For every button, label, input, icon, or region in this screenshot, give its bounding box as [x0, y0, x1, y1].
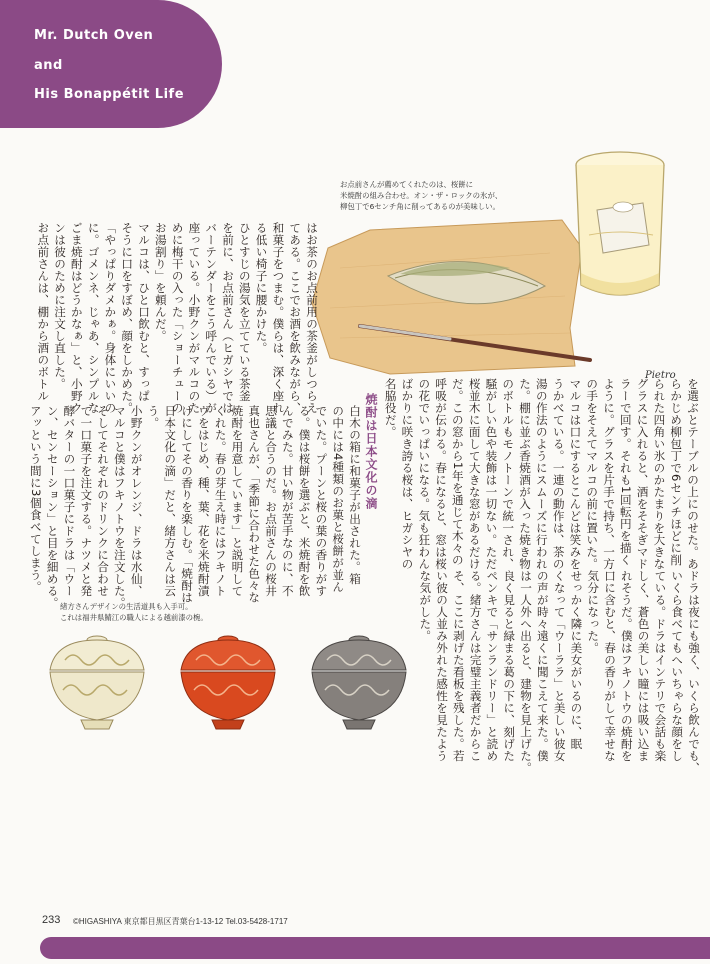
text-line: お湯割り」を頼んだ。 [153, 222, 168, 342]
series-title-line-2: and [34, 58, 63, 73]
text-line: う。 [146, 405, 161, 429]
text-line: ンは彼のために注文し直した。 [53, 222, 68, 390]
text-line: てある。ここでお酒を飲みながら、 [288, 222, 303, 414]
text-line: 「やっぱりダメかぁ。身体にいいの [103, 222, 118, 414]
illustration-caption-line-3: 柳包丁で6センチ角に削ってあるのが美味しい。 [340, 202, 500, 211]
text-line: ごま焼酎はどうかなぁ」と、小野ク [69, 222, 84, 414]
text-line: る低い椅子に腰かけた。 [254, 222, 269, 354]
text-line: けにしてその香りを楽しむ。「焼酎は [180, 405, 195, 604]
text-line: マルコは、ひと口飲むと、すっぱ [137, 222, 152, 402]
text-line: て一口菓子を注文する。ナツメと発 [79, 405, 94, 597]
article-text-left [30, 222, 320, 414]
text-line: んでみた。甘い物が苦手なのに、不 [280, 405, 295, 597]
text-line: 口に含むと、春の香りがして幸せな [603, 570, 618, 762]
page-number: 233 [42, 914, 61, 926]
text-line: ばかりに咲き誇る桜は、ヒガシヤの [400, 378, 415, 570]
text-line: そ、ここに剥げた看板を残した。若 [451, 570, 466, 762]
text-line: られた四角い氷のかたまりを大きな [652, 378, 667, 570]
text-line: る。緒方さんは完璧主義者だからこ [468, 570, 483, 762]
text-line: ラーで回す。それも1回転円を描く [618, 378, 633, 566]
text-line: そしてそれぞれのドリンクに合わせ [96, 405, 111, 597]
text-line: 良く見ると緑まる葛の下に、刻げた [502, 570, 517, 762]
text-line: ペンキで「サンランドリー」と読め [485, 570, 500, 762]
cream-bowl [50, 636, 144, 729]
text-line: のボトルもモノトーンで統一され、 [501, 378, 516, 570]
text-line: 騒がしい色や装飾は一切ない。ただ [484, 378, 499, 570]
text-line: バーテンダーをこう呼んでいる）が [204, 222, 219, 414]
text-line: の中には4種類のお菓と桜餅が並ん [331, 405, 346, 593]
text-line: な気がした。 [418, 570, 433, 642]
text-line: マルコと僕はフキノトウを注文した。 [112, 405, 127, 609]
lacquer-bowls-illustration [45, 625, 415, 735]
text-line: うかべている。一連の動作は、茶の [551, 378, 566, 570]
text-line: の声が時々遠くに聞こえて来た。僕 [535, 570, 550, 762]
text-line: の花でいっぱいになる。気も狂わん [417, 378, 432, 570]
text-line: アッという間に3個食べてしまう。 [28, 405, 43, 593]
text-line: らかじめ柳包丁で6センチほどに削 [669, 378, 684, 566]
text-line: ている。ドラはインテリで会話も楽 [653, 570, 668, 762]
article-text-lower-right [415, 570, 702, 800]
text-line: 焼酎を用意しています」と説明して [230, 405, 245, 597]
text-line: でいた。プーンと桜の葉の香りがす [314, 405, 329, 597]
text-line: いくら食べてもへいちゃらな顔をし [670, 570, 685, 762]
text-line: そうに口をすぼめ、顔をしかめた。 [120, 222, 135, 414]
text-line: ウをはじめ、種、葉、花を米焼酎漬 [196, 405, 211, 597]
text-line: 日本文化の滴」だと、緒方さんは云 [163, 405, 178, 597]
text-line: くなって「ウーララ」と美しい彼女 [552, 570, 567, 762]
text-line: 和菓子をつまむ。僕らは、深く座れ [271, 222, 286, 414]
text-line: に。ゴメンネ、じゃあ、シンプルな [86, 222, 101, 414]
text-line: マルコは口にするとこんどは笑みを [568, 378, 583, 570]
text-line: 桜並木に面して大きな窓があるだけ [467, 378, 482, 570]
illustration-caption-line-1: お点前さんが薦めてくれたのは、桜餅に [340, 180, 474, 189]
series-title-line-1: Mr. Dutch Oven [34, 28, 154, 43]
text-line: 小野クンがオレンジ、ドラは水仙、 [129, 405, 144, 597]
text-line: せっかく隣に美女がいるのに、眠 [569, 570, 584, 750]
bowls-caption-line-1: 緒方さんデザインの生活道具も入手可。 [60, 602, 193, 611]
text-line: 名脇役だ。 [383, 378, 398, 438]
text-line: 湯の作法のようにスムーズに行われ [534, 378, 549, 570]
series-title-line-3: His Bonappétit Life [34, 87, 185, 102]
text-line: くれた。春の芽生え時にはフキノト [213, 405, 228, 597]
text-line: 呼吸が伝わる。春になると、窓は桜 [434, 378, 449, 570]
shop-credit: ©HIGASHIYA 東京都目黒区青葉台1-13-12 Tel.03-5428-1717 [73, 917, 288, 926]
text-line: い彼の人並み外れた感性を見たよう [435, 570, 450, 762]
text-line: を選ぶとテーブルの上にのせた。あ [686, 378, 700, 570]
red-bowl [181, 636, 275, 729]
text-line: お点前さんは、棚から酒のボトル [36, 222, 51, 402]
illustration-caption-line-2: 米焼酎の組み合わせ。オン・ザ・ロックの氷が、 [340, 191, 503, 200]
text-line: 座っている。小野クンがマルコのた [187, 222, 202, 414]
artist-signature: Pietro [645, 370, 676, 381]
text-line: 白木の箱に和菓子が出された。箱 [348, 405, 362, 585]
bowls-caption-line-2: これは福井県鯖江の職人による越前漆の椀。 [60, 613, 208, 622]
footer-bar [40, 937, 710, 959]
text-line: グラスに入れると、酒をそそぎマド [635, 378, 650, 570]
text-line: 酵バターの一口菓子にドラは「ウー [62, 405, 77, 597]
text-line: しく、蒼色の美しい瞳には吸い込ま [636, 570, 651, 762]
text-line: る。僕は桜餅を選ぶと、米焼酎を飲 [297, 405, 312, 597]
text-line: めに梅干の入った「ショーチューの [170, 222, 185, 414]
text-line: は一人外へ出ると、建物を見上げた。 [519, 570, 534, 774]
text-line: 気分になった。 [586, 570, 601, 654]
grey-bowl [312, 636, 406, 729]
text-line: ひとすじの湯気を立てている茶釜 [237, 222, 252, 402]
text-line: ドラは夜にも強く、いくら飲んでも、 [687, 570, 701, 774]
text-line: の手をそえてマルコの前に置いた。 [585, 378, 600, 570]
text-line: た。棚に並ぶ香焼酒が入った焼き物 [518, 378, 533, 570]
text-line: ン、センセーション」と目を細める。 [45, 405, 60, 609]
text-line: を前に、お点前さん（ヒガシヤでは [221, 222, 236, 414]
section-heading: 焼酎は日本文化の滴 [364, 393, 378, 510]
text-line: 真也さんが、「季節に合わせた色々な [247, 405, 262, 604]
text-line: 思議と合うのだ。お点前さんの桜井 [264, 405, 279, 597]
text-line: はお茶のお点前用の茶釜がしつらえ [305, 222, 319, 414]
text-line: ように。グラスを片手で持ち、一方 [602, 378, 617, 570]
glass-with-ice-illustration [565, 145, 675, 310]
text-line: だ。この窓から1年を通じて木々の [450, 378, 465, 566]
text-line: れそうだ。僕はフキノトウの焼酎を [619, 570, 634, 762]
